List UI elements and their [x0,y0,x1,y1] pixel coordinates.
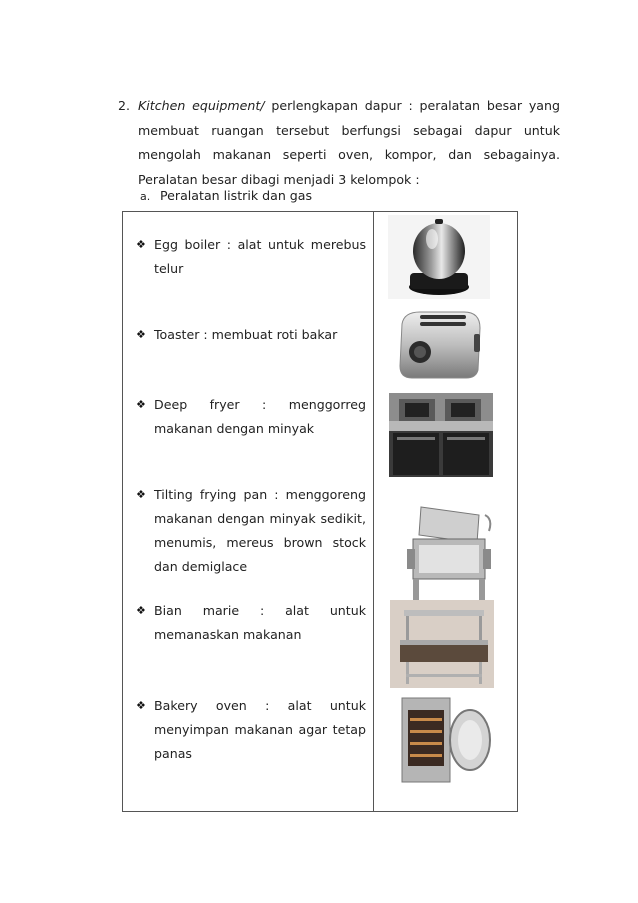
intro-line-1-text: perlengkapan dapur : peralatan besar yang [271,98,560,113]
bullet-icon: ❖ [136,238,146,251]
subsection-letter: a. [140,190,151,203]
intro-title: Kitchen equipment/ [138,98,265,113]
item-text: dan demiglace [154,559,248,574]
bakery-oven-photo [398,696,494,784]
deep-fryer-photo [389,393,493,477]
item-text: Toaster : membuat roti bakar [154,327,338,342]
bullet-icon: ❖ [136,398,146,411]
item-text: makanan dengan minyak [154,421,315,436]
intro-line-1 [118,94,560,119]
tilting-pan-photo [405,505,493,613]
intro-paragraph [118,94,560,192]
intro-line-4: Peralatan besar dibagi menjadi 3 kelompok : [138,171,420,187]
bullet-icon: ❖ [136,488,146,501]
intro-line-3: mengolah makanan seperti oven, kompor, dan sebagainya. [138,147,560,162]
item-text: Bakery oven : alat untuk [154,698,366,713]
item-text: Egg boiler : alat untuk merebus [154,237,366,252]
toaster-photo [390,304,486,386]
bain-marie-photo [390,600,494,688]
list-item [136,233,366,281]
bullet-icon: ❖ [136,328,146,341]
list-number: 2. [118,98,131,113]
item-text: makanan dengan minyak sedikit, [154,511,366,526]
list-item [136,483,366,579]
bullet-icon: ❖ [136,699,146,712]
list-item [136,323,366,347]
list-item [136,694,366,766]
item-text: Deep fryer : menggorreg [154,397,366,412]
item-text: menumis, mereus brown stock [154,535,366,550]
subsection-heading [140,188,312,203]
egg-boiler-photo [388,215,490,299]
item-text: Bian marie : alat untuk [154,603,366,618]
list-item [136,599,366,647]
item-text: memanaskan makanan [154,627,302,642]
intro-line-2: membuat ruangan tersebut berfungsi sebagai dapur untuk [138,122,560,138]
subsection-title: Peralatan listrik dan gas [160,188,313,203]
bullet-icon: ❖ [136,604,146,617]
list-item [136,393,366,441]
item-text: telur [154,261,184,276]
item-text: panas [154,746,192,761]
item-text: Tilting frying pan : menggoreng [154,487,366,502]
item-text: menyimpan makanan agar tetap [154,722,366,737]
